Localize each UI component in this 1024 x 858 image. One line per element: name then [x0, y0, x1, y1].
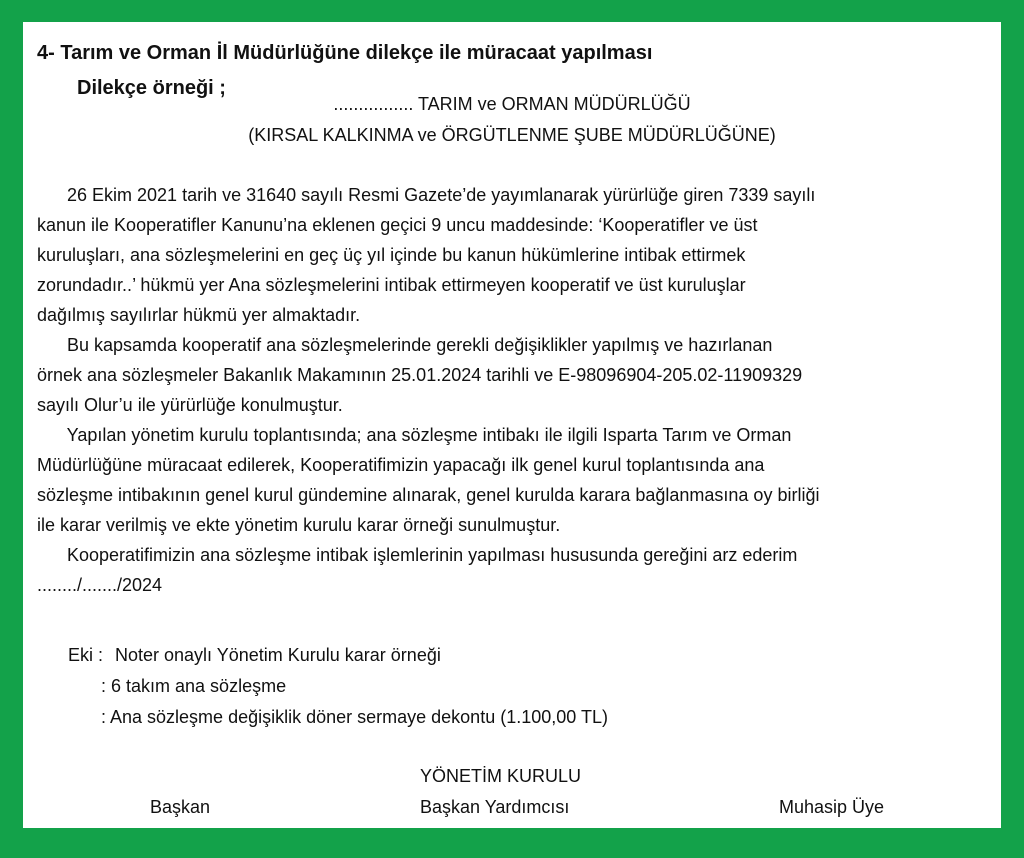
paragraph-line: kuruluşları, ana sözleşmelerini en geç üç yıl içinde bu kanun hükümlerine intibak ettirmek [37, 245, 746, 265]
paragraph-line: Müdürlüğüne müracaat edilerek, Kooperatifimizin yapacağı ilk genel kurul toplantısında ana [37, 455, 765, 475]
document-page [23, 22, 1001, 828]
paragraph-4 [37, 540, 987, 600]
paragraph-line: Kooperatifimizin ana sözleşme intibak işlemlerinin yapılması hususunda gereğini arz ederim [37, 545, 798, 565]
attachments-label: Eki : [68, 645, 104, 665]
paragraph-1 [37, 180, 987, 330]
paragraph-2 [37, 330, 987, 420]
paragraph-line: ile karar verilmiş ve ekte yönetim kurulu karar örneği sunulmuştur. [37, 515, 561, 535]
attachment-item-1: Noter onaylı Yönetim Kurulu karar örneği [115, 645, 441, 665]
board-title: YÖNETİM KURULU [420, 766, 582, 786]
date-placeholder: ......../......./2024 [37, 575, 163, 595]
signature-accountant: Muhasip Üye [779, 797, 885, 817]
paragraph-line: 26 Ekim 2021 tarih ve 31640 sayılı Resmi Gazete’de yayımlanarak yürürlüğe giren 7339 sayılı [37, 185, 816, 205]
paragraph-line: Bu kapsamda kooperatif ana sözleşmelerinde gerekli değişiklikler yapılmış ve hazırlanan [37, 335, 773, 355]
signature-vice-president: Başkan Yardımcısı [420, 797, 570, 817]
paragraph-line: sayılı Olur’u ile yürürlüğe konulmuştur. [37, 395, 343, 415]
addressee-line-2: (KIRSAL KALKINMA ve ÖRGÜTLENME ŞUBE MÜDÜRLÜĞÜNE) [248, 125, 776, 145]
paragraph-line: örnek ana sözleşmeler Bakanlık Makamının 25.01.2024 tarihli ve E-98096904-205.02-11909329 [37, 365, 803, 385]
attachment-item-3: : Ana sözleşme değişiklik döner sermaye dekontu (1.100,00 TL) [101, 707, 608, 727]
paragraph-3 [37, 420, 987, 540]
signature-president: Başkan [150, 797, 211, 817]
addressee-line-1: ................ TARIM ve ORMAN MÜDÜRLÜĞÜ [333, 94, 691, 114]
paragraph-line: kanun ile Kooperatifler Kanunu’na eklenen geçici 9 uncu maddesinde: ‘Kooperatifler ve üst [37, 215, 758, 235]
paragraph-line: zorundadır..’ hükmü yer Ana sözleşmelerini intibak ettirmeyen kooperatif ve üst kuruluşlar [37, 275, 746, 295]
paragraph-line: sözleşme intibakının genel kurul gündemine alınarak, genel kurulda karara bağlanmasına oy birliği [37, 485, 820, 505]
petition-sample-label: Dilekçe örneği ; [77, 77, 226, 99]
paragraph-line: dağılmış sayılırlar hükmü yer almaktadır. [37, 305, 361, 325]
section-heading: 4- Tarım ve Orman İl Müdürlüğüne dilekçe ile müracaat yapılması [37, 42, 653, 64]
paragraph-line: Yapılan yönetim kurulu toplantısında; ana sözleşme intibakı ile ilgili Isparta Tarım ve Orman [37, 425, 792, 445]
attachment-item-2: : 6 takım ana sözleşme [101, 676, 287, 696]
